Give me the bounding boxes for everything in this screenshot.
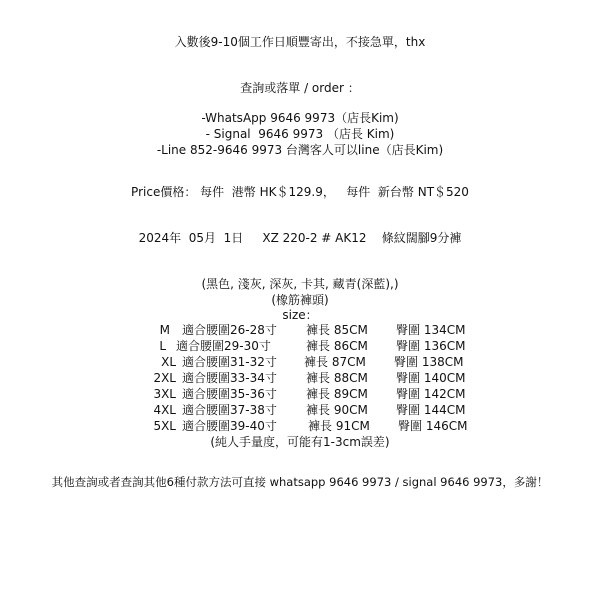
size-hip: 臀圍 146CM (398, 419, 468, 433)
price-info: Price價格： 每件 港幣 HK＄129.9， 每件 新台幣 NT＄520 (131, 185, 469, 199)
size-waist: 適合腰圍26-28寸 (182, 323, 277, 337)
size-row (0, 322, 600, 338)
size-length: 褲長 85CM (306, 323, 368, 337)
size-name: XL (161, 355, 176, 369)
size-row (0, 402, 600, 418)
size-waist: 適合腰圍37-38寸 (182, 403, 277, 417)
size-waist: 適合腰圍29-30寸 (176, 339, 271, 353)
size-row (0, 386, 600, 402)
size-name: 5XL (153, 419, 176, 433)
order-heading: 查詢或落單 / order ： (240, 81, 360, 95)
size-waist: 適合腰圍33-34寸 (182, 371, 277, 385)
size-hip: 臀圍 138CM (394, 355, 464, 369)
size-waist: 適合腰圍35-36寸 (182, 387, 277, 401)
size-name: 2XL (153, 371, 176, 385)
size-label: size： (282, 308, 318, 322)
size-row (0, 354, 600, 370)
size-length: 褲長 86CM (306, 339, 368, 353)
size-waist: 適合腰圍31-32寸 (182, 355, 277, 369)
size-length: 褲長 91CM (308, 419, 370, 433)
size-row (0, 338, 600, 354)
size-name: L (159, 339, 166, 353)
size-hip: 臀圍 140CM (396, 371, 466, 385)
size-length: 褲長 87CM (304, 355, 366, 369)
size-hip: 臀圍 136CM (396, 339, 466, 353)
measurement-note: (純人手量度，可能有1-3cm誤差) (210, 435, 390, 449)
size-waist: 適合腰圍39-40寸 (182, 419, 277, 433)
size-name: 3XL (153, 387, 176, 401)
size-name: 4XL (153, 403, 176, 417)
size-hip: 臀圍 142CM (396, 387, 466, 401)
size-name: M (159, 323, 170, 337)
line-contact: -Line 852-9646 9973 台灣客人可以line（店長Kim) (156, 143, 444, 157)
waistband-note: (橡筋褲頭) (271, 293, 329, 307)
size-row (0, 370, 600, 386)
shipping-notice: 入數後9-10個工作日順豐寄出，不接急單，thx (174, 35, 426, 49)
size-length: 褲長 90CM (306, 403, 368, 417)
product-info: 2024年 05月 1日 XZ 220-2 # AK12 條紋闊腳9分褲 (138, 231, 462, 245)
color-options: (黑色, 淺灰, 深灰, 卡其, 藏青(深藍),) (201, 277, 399, 291)
size-length: 褲長 88CM (306, 371, 368, 385)
signal-contact: - Signal 9646 9973 （店長 Kim) (205, 127, 395, 141)
size-hip: 臀圍 134CM (396, 323, 466, 337)
whatsapp-contact: -WhatsApp 9646 9973（店長Kim) (201, 111, 399, 125)
size-hip: 臀圍 144CM (396, 403, 466, 417)
footer-contact: 其他查詢或者查詢其他6種付款方法可直接 whatsapp 9646 9973 / signal 9646 9973，多謝！ (51, 475, 549, 489)
size-length: 褲長 89CM (306, 387, 368, 401)
size-row (0, 418, 600, 434)
